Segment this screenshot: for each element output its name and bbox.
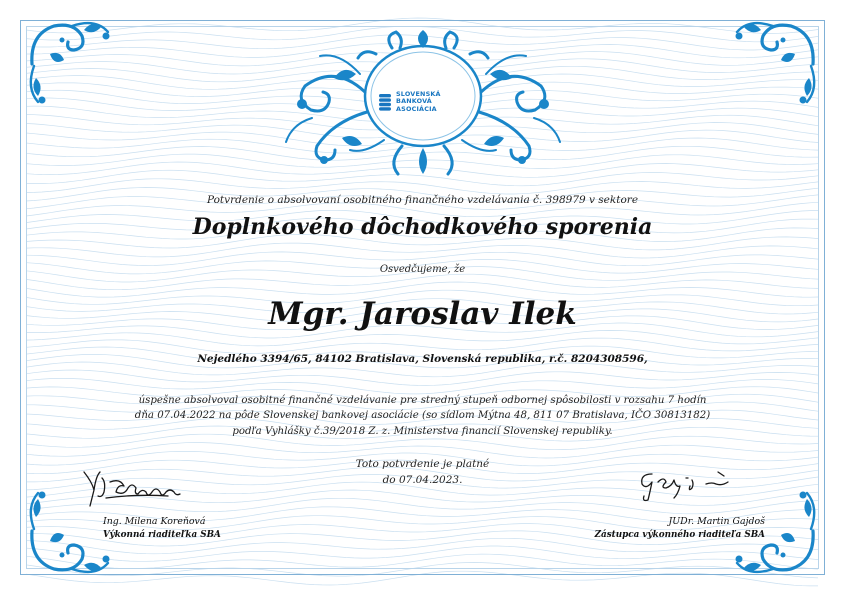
certificate-body-line-2: dňa 07.04.2022 na pôde Slovenskej bankovej asociácie (so sídlom Mýtna 48, 811 07 Bratislava, IČO 30813182) [134, 410, 711, 421]
corner-ornament-stroke [84, 563, 102, 572]
corner-ornament-stroke [60, 553, 65, 558]
corner-ornament-stroke [39, 492, 46, 499]
corner-ornament-stroke [800, 492, 807, 499]
certify-statement: Osvedčujeme, že [379, 264, 466, 275]
signature-left [80, 468, 195, 508]
logo-line-1: SLOVENSKÁ [396, 90, 441, 99]
signer-right-role: Zástupca výkonného riaditeľa SBA [594, 530, 765, 540]
certificate-sector: Doplnkového dôchodkového sporenia [192, 214, 653, 240]
certificate-intro: Potvrdenie o absolvovaní osobitného finančného vzdelávania č. 398979 v sektore [206, 194, 639, 206]
corner-ornament-stroke [804, 499, 811, 517]
corner-ornament-stroke [743, 24, 761, 33]
sba-logo-wordmark [396, 91, 441, 113]
corner-ornament-stroke [781, 53, 795, 62]
certificate-body-line-3: podľa Vyhlášky č.39/2018 Z. z. Ministerstva financií Slovenskej republiky. [232, 426, 613, 437]
sba-logo-mark-icon [378, 93, 392, 111]
corner-ornament-stroke [60, 38, 65, 43]
recipient-address: Nejedlého 3394/65, 84102 Bratislava, Slovenská republika, r.č. 8204308596, [197, 353, 648, 365]
signer-right [595, 516, 765, 540]
corner-ornament-stroke [33, 78, 40, 96]
logo-line-2: BANKOVÁ [396, 97, 432, 106]
sba-logo [378, 84, 470, 120]
corner-ornament-top-left [22, 14, 114, 106]
corner-ornament-stroke [736, 556, 743, 563]
corner-ornament-stroke [800, 97, 807, 104]
corner-ornament-top-right [731, 14, 823, 106]
signer-left [103, 516, 221, 540]
validity-line-2: do 07.04.2023. [382, 474, 463, 486]
corner-ornament-stroke [103, 556, 110, 563]
corner-ornament-stroke [33, 499, 40, 517]
corner-ornament-stroke [736, 33, 743, 40]
corner-ornament-stroke [781, 38, 786, 43]
validity-line-1: Toto potvrdenie je platné [355, 458, 490, 470]
corner-ornament-stroke [781, 553, 786, 558]
corner-ornament-stroke [50, 533, 64, 542]
signer-left-role: Výkonná riaditeľka SBA [103, 530, 221, 540]
logo-line-3: ASOCIÁCIA [396, 104, 437, 113]
recipient-name: Mgr. Jaroslav Ilek [268, 296, 577, 332]
corner-ornament-stroke [804, 78, 811, 96]
signature-right [636, 464, 736, 504]
corner-ornament-stroke [50, 53, 64, 62]
signer-left-name: Ing. Milena Koreňová [103, 516, 206, 527]
corner-ornament-stroke [39, 97, 46, 104]
corner-ornament-stroke [781, 533, 795, 542]
signer-right-name: JUDr. Martin Gajdoš [668, 516, 765, 527]
certificate-body-line-1: úspešne absolvoval osobitné finančné vzdelávanie pre stredný stupeň odbornej spôsobilosti v rozsahu 7 hodín [138, 395, 707, 406]
corner-ornament-stroke [84, 24, 102, 33]
corner-ornament-stroke [103, 33, 110, 40]
corner-ornament-stroke [743, 563, 761, 572]
